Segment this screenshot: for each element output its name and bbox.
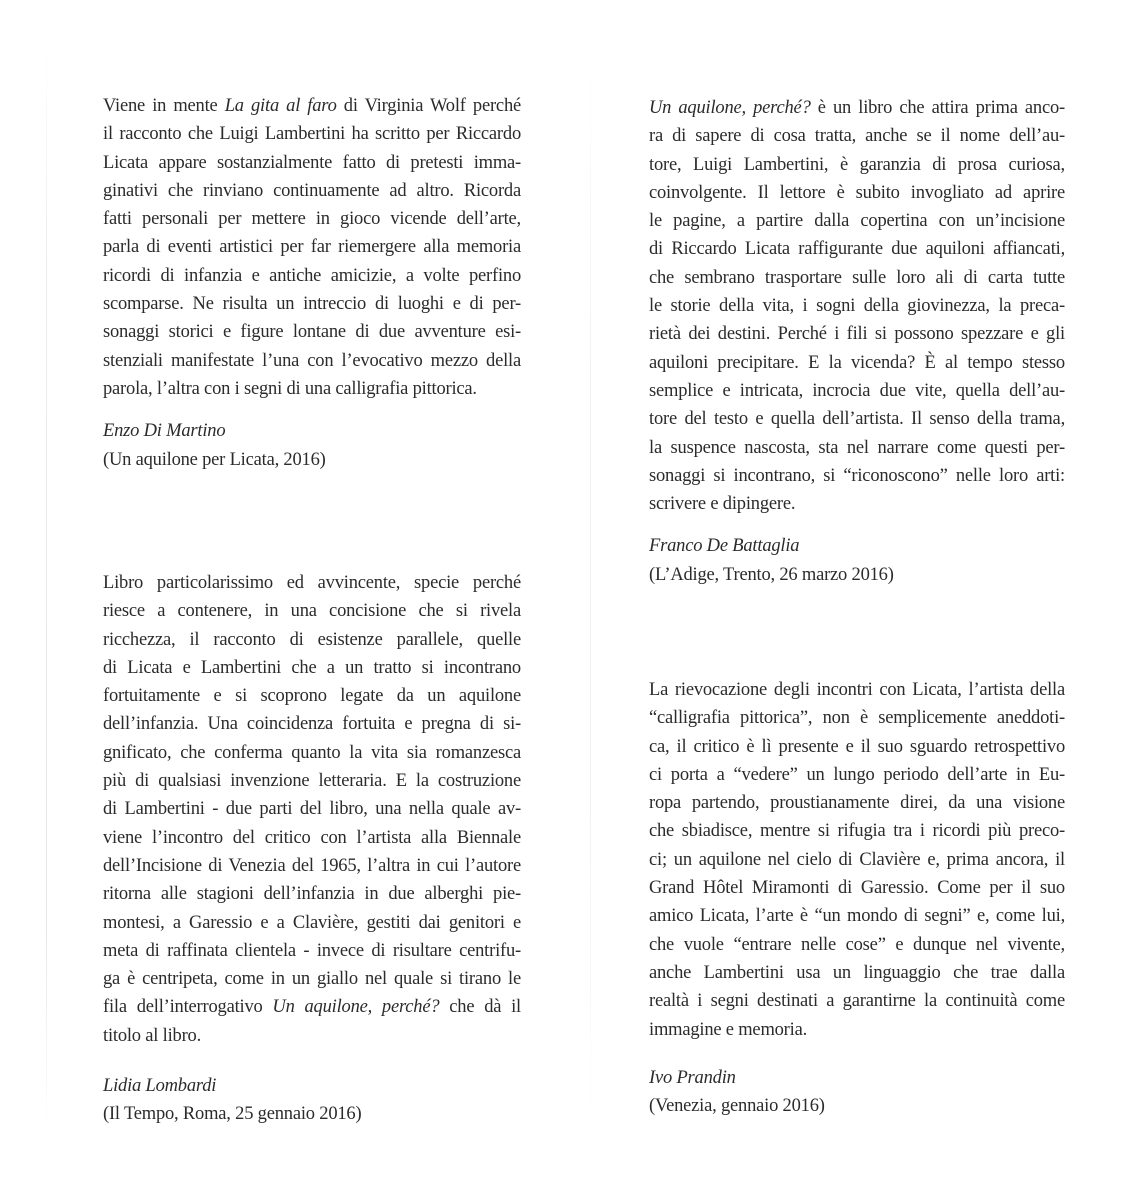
text-segment: titolo al libro. — [103, 1025, 202, 1046]
text-segment: parola, l’altra con i segni di una calligrafia pittorica. — [103, 378, 477, 399]
text-segment: dell’Incisione di Venezia del 1965, l’altra in cui l’autore — [103, 855, 521, 876]
review-prandin — [649, 676, 1065, 1120]
text-segment: la suspence nascosta, sta nel narrare come questi per- — [649, 437, 1065, 458]
text-segment: tore del testo e quella dell’artista. Il senso della trama, — [649, 409, 1065, 430]
text-line — [103, 739, 521, 767]
text-segment: scrivere e dipingere. — [649, 494, 796, 515]
text-segment: montesi, a Garessio e a Clavière, gestiti dai genitori e — [103, 912, 521, 933]
text-segment: più di qualsiasi invenzione letteraria. E la costruzione — [103, 771, 521, 792]
text-segment: stenziali manifestate l’una con l’evocativo mezzo della — [103, 350, 521, 371]
text-line — [649, 151, 1065, 179]
text-segment: le storie della vita, i sogni della giovinezza, la preca- — [649, 296, 1065, 317]
text-line — [649, 931, 1065, 959]
text-line — [649, 207, 1065, 235]
text-line — [103, 880, 521, 908]
text-line — [649, 846, 1065, 874]
text-line — [103, 767, 521, 795]
text-segment: di Riccardo Licata raffigurante due aquiloni affiancati, — [649, 239, 1065, 260]
review-source: (Venezia, gennaio 2016) — [649, 1096, 825, 1117]
text-line — [649, 676, 1065, 704]
review-de-battaglia — [649, 94, 1065, 589]
text-line — [649, 264, 1065, 292]
text-segment: coinvolgente. Il lettore è subito invogliato ad aprire — [649, 182, 1065, 203]
review-author: Franco De Battaglia — [649, 536, 800, 557]
text-segment: fortuitamente e si scoprono legate da un aquilone — [103, 686, 521, 707]
review-text — [103, 569, 521, 1050]
text-line — [649, 761, 1065, 789]
text-line — [649, 490, 1065, 518]
text-line — [649, 987, 1065, 1015]
text-segment: ritorna alle stagioni dell’infanzia in due alberghi pie- — [103, 884, 521, 905]
review-text — [649, 676, 1065, 1044]
text-segment: Licata appare sostanzialmente fatto di pretesti imma- — [103, 152, 521, 173]
text-line — [103, 375, 521, 403]
text-line — [649, 462, 1065, 490]
text-segment: Libro particolarissimo ed avvincente, specie perché — [103, 573, 521, 593]
text-line — [649, 94, 1065, 122]
text-segment: il racconto che Luigi Lambertini ha scritto per Riccardo — [103, 124, 521, 145]
book-title: Un aquilone, perché? — [272, 997, 440, 1018]
text-line — [103, 795, 521, 823]
book-title: Un aquilone, perché? — [649, 98, 811, 118]
text-segment: che sbiadisce, mentre si rifugia tra i ricordi più preco- — [649, 821, 1065, 842]
review-author: Ivo Prandin — [649, 1067, 736, 1088]
text-segment: ricordi di infanzia e antiche amicizie, a volte perfino — [103, 265, 521, 286]
text-segment: realtà i segni destinati a garantirne la continuità come — [649, 991, 1065, 1012]
text-line — [103, 710, 521, 738]
text-line — [649, 874, 1065, 902]
text-segment: immagine e memoria. — [649, 1019, 808, 1040]
text-line — [649, 349, 1065, 377]
book-gutter — [590, 40, 591, 1140]
text-segment: sonaggi storici e figure lontane di due avventure esi- — [103, 322, 521, 343]
text-line — [103, 569, 521, 597]
text-line — [103, 290, 521, 318]
text-segment: ricchezza, il racconto di esistenze parallele, quelle — [103, 629, 521, 650]
book-title: La gita al faro — [224, 96, 337, 116]
text-line — [649, 817, 1065, 845]
text-segment: sonaggi si incontrano, si “riconoscono” nelle loro arti: — [649, 465, 1065, 486]
text-segment: viene l’incontro del critico con l’artista alla Biennale — [103, 827, 521, 848]
text-segment: di Virginia Wolf perché — [336, 96, 521, 116]
text-segment: semplice e intricata, incrocia due vite, quella dell’au- — [649, 380, 1065, 401]
text-segment: dell’infanzia. Una coincidenza fortuita e pregna di si- — [103, 714, 521, 735]
text-line — [103, 597, 521, 625]
text-line — [103, 347, 521, 375]
text-line — [103, 654, 521, 682]
text-segment: che vuole “entrare nelle cose” e dunque nel vivente, — [649, 934, 1065, 955]
text-segment: ci; un aquilone nel cielo di Clavière e, prima ancora, il — [649, 849, 1065, 870]
text-segment: ga è centripeta, come in un giallo nel quale si tirano le — [103, 969, 521, 990]
text-line — [649, 122, 1065, 150]
text-line — [103, 937, 521, 965]
text-line — [103, 993, 521, 1021]
text-segment: Grand Hôtel Miramonti di Garessio. Come per il suo — [649, 878, 1065, 899]
text-line — [103, 852, 521, 880]
text-line — [103, 682, 521, 710]
text-line — [103, 909, 521, 937]
text-segment: di Licata e Lambertini che a un tratto si incontrano — [103, 657, 521, 678]
text-line — [649, 292, 1065, 320]
text-line — [103, 1022, 521, 1050]
text-segment: che dà il — [439, 997, 521, 1018]
text-segment: fila dell’interrogativo — [103, 997, 273, 1018]
text-segment: riesce a contenere, in una concisione che si rivela — [103, 601, 521, 622]
text-segment: è un libro che attira prima anco- — [810, 98, 1065, 118]
text-segment: “calligrafia pittorica”, non è semplicemente aneddoti- — [649, 708, 1065, 729]
text-segment: rietà dei destini. Perché i fili si possono spezzare e gli — [649, 324, 1065, 345]
text-segment: di Lambertini - due parti del libro, una nella quale av- — [103, 799, 521, 820]
text-segment: ci porta a “vedere” un lungo periodo dell’arte in Eu- — [649, 764, 1065, 785]
text-line — [103, 205, 521, 233]
text-line — [103, 233, 521, 261]
review-source: (Un aquilone per Licata, 2016) — [103, 449, 326, 470]
text-line — [103, 120, 521, 148]
text-segment: scomparse. Ne risulta un intreccio di luoghi e di per- — [103, 294, 521, 315]
text-segment: che sembrano trasportare sulle loro ali di carta tutte — [649, 267, 1065, 288]
text-line — [649, 179, 1065, 207]
text-line — [649, 377, 1065, 405]
text-segment: amico Licata, l’arte è “un mondo di segni” e, come lui, — [649, 906, 1065, 927]
text-line — [649, 434, 1065, 462]
text-segment: meta di raffinata clientela - invece di risultare centrifu- — [103, 940, 521, 961]
text-segment: aquiloni precipitare. E la vicenda? È al tempo stesso — [649, 352, 1065, 373]
text-line — [649, 733, 1065, 761]
text-segment: Viene in mente — [103, 96, 225, 116]
review-source: (L’Adige, Trento, 26 marzo 2016) — [649, 564, 894, 585]
review-text — [103, 92, 521, 403]
review-text — [649, 94, 1065, 518]
text-segment: La rievocazione degli incontri con Licata, l’artista della — [649, 680, 1065, 700]
text-segment: ca, il critico è lì presente e il suo sguardo retrospettivo — [649, 736, 1065, 757]
text-line — [103, 262, 521, 290]
text-line — [103, 177, 521, 205]
text-line — [649, 235, 1065, 263]
text-segment: le pagine, a partire dalla copertina con un’incisione — [649, 211, 1065, 232]
text-segment: parla di eventi artistici per far riemergere alla memoria — [103, 237, 521, 258]
review-di-martino — [103, 92, 521, 474]
text-line — [103, 626, 521, 654]
text-segment: ra di sapere di cosa tratta, anche se il nome dell’au- — [649, 126, 1065, 147]
review-author: Lidia Lombardi — [103, 1076, 217, 1097]
text-line — [103, 318, 521, 346]
text-line — [649, 704, 1065, 732]
review-source: (Il Tempo, Roma, 25 gennaio 2016) — [103, 1104, 362, 1125]
page-edge-left — [46, 40, 47, 1140]
review-lombardi — [103, 569, 521, 1129]
text-segment: anche Lambertini usa un linguaggio che trae dalla — [649, 962, 1065, 983]
text-segment: ropa partendo, proustianamente direi, da una visione — [649, 793, 1065, 814]
text-line — [103, 92, 521, 120]
text-line — [649, 1016, 1065, 1044]
text-line — [649, 902, 1065, 930]
text-line — [103, 149, 521, 177]
text-segment: gnificato, che conferma quanto la vita sia romanzesca — [103, 742, 521, 763]
text-segment: fatti personali per mettere in gioco vicende dell’arte, — [103, 209, 521, 230]
text-segment: tore, Luigi Lambertini, è garanzia di prosa curiosa, — [649, 154, 1065, 175]
text-segment: ginativi che rinviano continuamente ad altro. Ricorda — [103, 180, 521, 201]
text-line — [649, 789, 1065, 817]
text-line — [649, 959, 1065, 987]
text-line — [103, 824, 521, 852]
review-author: Enzo Di Martino — [103, 421, 226, 442]
text-line — [103, 965, 521, 993]
text-line — [649, 405, 1065, 433]
text-line — [649, 320, 1065, 348]
